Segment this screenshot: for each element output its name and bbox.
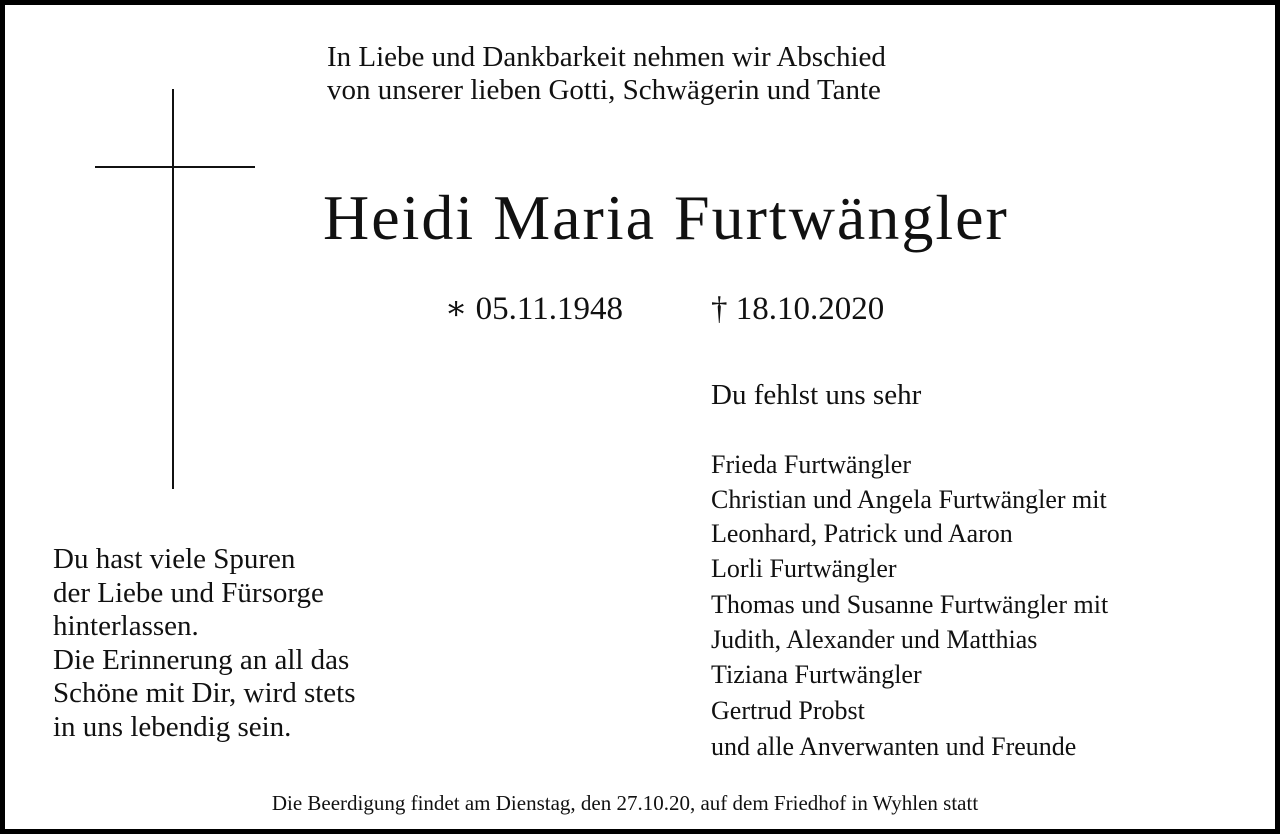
list-item: Lorli Furtwängler	[711, 554, 897, 583]
poem-line: hinterlassen.	[53, 610, 199, 642]
poem-line: Die Erinnerung an all das	[53, 643, 350, 676]
list-item: Tiziana Furtwängler	[711, 660, 922, 689]
list-item: Thomas und Susanne Furtwängler mit	[711, 590, 1109, 619]
funeral-notice: Die Beerdigung findet am Dienstag, den 27.10.20, auf dem Friedhof in Wyhlen statt	[271, 791, 979, 815]
list-item: und alle Anverwanten und Freunde	[711, 732, 1077, 761]
intro-line-1: In Liebe und Dankbarkeit nehmen wir Abschied	[327, 41, 886, 73]
poem-line: Schöne mit Dir, wird stets	[53, 677, 356, 709]
poem-line: in uns lebendig sein.	[53, 710, 292, 743]
cross-horizontal-bar	[95, 166, 255, 168]
poem-line: der Liebe und Fürsorge	[53, 576, 324, 609]
poem-line: Du hast viele Spuren	[53, 543, 296, 575]
birth-date: ∗ 05.11.1948	[445, 291, 623, 327]
list-item: Leonhard, Patrick und Aaron	[711, 519, 1013, 548]
deceased-name: Heidi Maria Furtwängler	[323, 182, 1009, 253]
list-item: Frieda Furtwängler	[711, 450, 912, 479]
list-item: Gertrud Probst	[711, 696, 865, 725]
poem	[53, 543, 356, 744]
motto: Du fehlst uns sehr	[711, 379, 922, 411]
death-date: † 18.10.2020	[711, 291, 885, 327]
mourners-list	[711, 447, 1108, 765]
list-item: Judith, Alexander und Matthias	[711, 625, 1038, 654]
intro-line-2: von unserer lieben Gotti, Schwägerin und Tante	[327, 74, 881, 106]
list-item: Christian und Angela Furtwängler mit	[711, 485, 1107, 514]
intro-text	[327, 41, 886, 107]
cross-vertical-bar	[172, 89, 174, 489]
